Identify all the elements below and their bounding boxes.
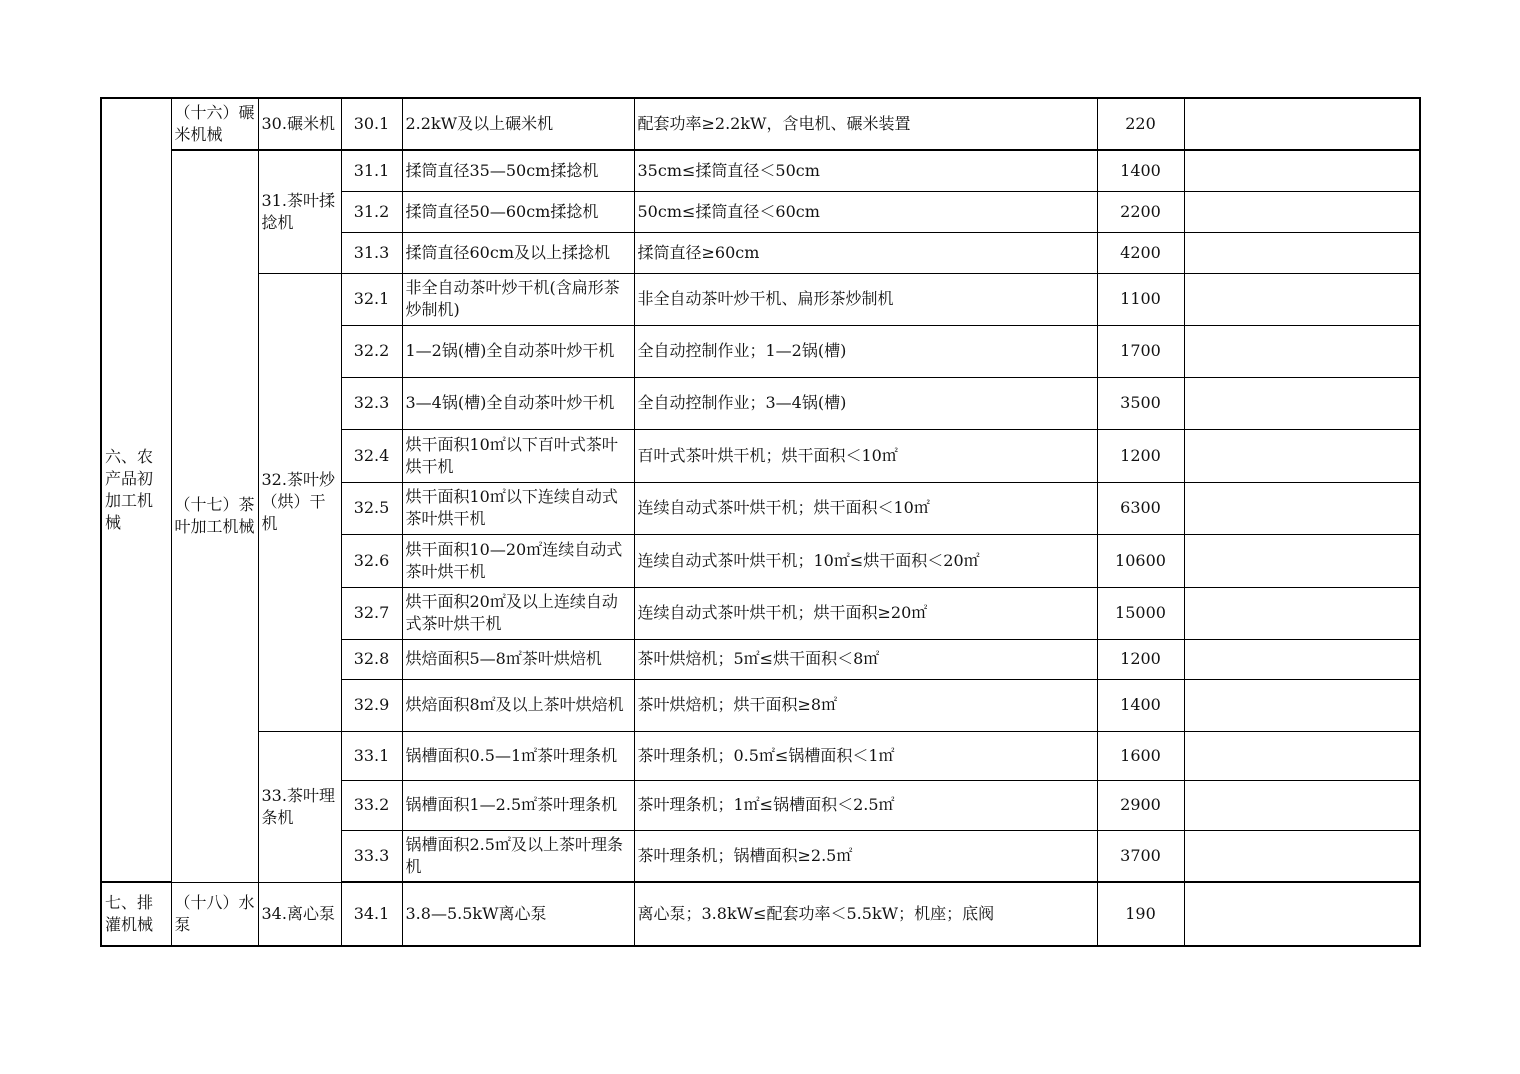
item-cell: 33.茶叶理条机	[258, 731, 341, 882]
amount-cell: 1200	[1097, 639, 1184, 679]
note-cell	[1184, 679, 1420, 731]
code-cell: 31.2	[341, 191, 402, 232]
table-row	[101, 273, 1420, 325]
table-row	[101, 731, 1420, 780]
amount-cell: 4200	[1097, 232, 1184, 273]
table-row	[101, 150, 1420, 191]
code-cell: 33.3	[341, 830, 402, 882]
code-cell: 32.2	[341, 325, 402, 377]
note-cell	[1184, 98, 1420, 150]
description-cell: 连续自动式茶叶烘干机；10㎡≤烘干面积＜20㎡	[634, 534, 1097, 587]
name-cell: 3.8—5.5kW离心泵	[402, 882, 634, 946]
name-cell: 非全自动茶叶炒干机(含扁形茶炒制机)	[402, 273, 634, 325]
amount-cell: 190	[1097, 882, 1184, 946]
code-cell: 32.1	[341, 273, 402, 325]
code-cell: 32.3	[341, 377, 402, 429]
amount-cell: 2200	[1097, 191, 1184, 232]
description-cell: 茶叶理条机；1㎡≤锅槽面积＜2.5㎡	[634, 780, 1097, 830]
name-cell: 3—4锅(槽)全自动茶叶炒干机	[402, 377, 634, 429]
note-cell	[1184, 534, 1420, 587]
description-cell: 35cm≤揉筒直径＜50cm	[634, 150, 1097, 191]
description-cell: 离心泵；3.8kW≤配套功率＜5.5kW；机座；底阀	[634, 882, 1097, 946]
description-cell: 茶叶烘焙机；5㎡≤烘干面积＜8㎡	[634, 639, 1097, 679]
amount-cell: 1600	[1097, 731, 1184, 780]
description-cell: 茶叶烘焙机；烘干面积≥8㎡	[634, 679, 1097, 731]
note-cell	[1184, 639, 1420, 679]
note-cell	[1184, 882, 1420, 946]
item-cell: 30.碾米机	[258, 98, 341, 150]
table-row	[101, 98, 1420, 150]
name-cell: 烘焙面积5—8㎡茶叶烘焙机	[402, 639, 634, 679]
note-cell	[1184, 731, 1420, 780]
description-cell: 连续自动式茶叶烘干机；烘干面积＜10㎡	[634, 482, 1097, 534]
note-cell	[1184, 325, 1420, 377]
name-cell: 揉筒直径60cm及以上揉捻机	[402, 232, 634, 273]
amount-cell: 1400	[1097, 150, 1184, 191]
name-cell: 烘干面积10㎡以下连续自动式茶叶烘干机	[402, 482, 634, 534]
item-cell: 31.茶叶揉捻机	[258, 150, 341, 273]
name-cell: 2.2kW及以上碾米机	[402, 98, 634, 150]
item-cell: 32.茶叶炒（烘）干机	[258, 273, 341, 731]
note-cell	[1184, 150, 1420, 191]
code-cell: 32.6	[341, 534, 402, 587]
amount-cell: 1100	[1097, 273, 1184, 325]
code-cell: 33.1	[341, 731, 402, 780]
description-cell: 茶叶理条机；0.5㎡≤锅槽面积＜1㎡	[634, 731, 1097, 780]
description-cell: 配套功率≥2.2kW，含电机、碾米装置	[634, 98, 1097, 150]
note-cell	[1184, 377, 1420, 429]
subcategory-cell: （十八）水泵	[171, 882, 258, 946]
description-cell: 连续自动式茶叶烘干机；烘干面积≥20㎡	[634, 587, 1097, 639]
name-cell: 锅槽面积2.5㎡及以上茶叶理条机	[402, 830, 634, 882]
amount-cell: 1400	[1097, 679, 1184, 731]
amount-cell: 220	[1097, 98, 1184, 150]
subcategory-cell: （十六）碾米机械	[171, 98, 258, 150]
amount-cell: 15000	[1097, 587, 1184, 639]
amount-cell: 3500	[1097, 377, 1184, 429]
name-cell: 烘干面积10—20㎡连续自动式茶叶烘干机	[402, 534, 634, 587]
item-cell: 34.离心泵	[258, 882, 341, 946]
name-cell: 锅槽面积0.5—1㎡茶叶理条机	[402, 731, 634, 780]
amount-cell: 1200	[1097, 429, 1184, 482]
note-cell	[1184, 429, 1420, 482]
note-cell	[1184, 587, 1420, 639]
name-cell: 烘焙面积8㎡及以上茶叶烘焙机	[402, 679, 634, 731]
code-cell: 30.1	[341, 98, 402, 150]
subsidy-table	[100, 97, 1421, 947]
code-cell: 32.7	[341, 587, 402, 639]
code-cell: 32.5	[341, 482, 402, 534]
subcategory-cell: （十七）茶叶加工机械	[171, 150, 258, 882]
amount-cell: 10600	[1097, 534, 1184, 587]
note-cell	[1184, 482, 1420, 534]
code-cell: 32.4	[341, 429, 402, 482]
name-cell: 烘干面积10㎡以下百叶式茶叶烘干机	[402, 429, 634, 482]
amount-cell: 3700	[1097, 830, 1184, 882]
code-cell: 33.2	[341, 780, 402, 830]
name-cell: 锅槽面积1—2.5㎡茶叶理条机	[402, 780, 634, 830]
note-cell	[1184, 232, 1420, 273]
description-cell: 茶叶理条机；锅槽面积≥2.5㎡	[634, 830, 1097, 882]
name-cell: 揉筒直径50—60cm揉捻机	[402, 191, 634, 232]
code-cell: 31.1	[341, 150, 402, 191]
name-cell: 1—2锅(槽)全自动茶叶炒干机	[402, 325, 634, 377]
table-row	[101, 882, 1420, 946]
name-cell: 揉筒直径35—50cm揉捻机	[402, 150, 634, 191]
description-cell: 全自动控制作业；1—2锅(槽)	[634, 325, 1097, 377]
amount-cell: 1700	[1097, 325, 1184, 377]
description-cell: 揉筒直径≥60cm	[634, 232, 1097, 273]
note-cell	[1184, 830, 1420, 882]
note-cell	[1184, 780, 1420, 830]
amount-cell: 2900	[1097, 780, 1184, 830]
description-cell: 50cm≤揉筒直径＜60cm	[634, 191, 1097, 232]
amount-cell: 6300	[1097, 482, 1184, 534]
description-cell: 全自动控制作业；3—4锅(槽)	[634, 377, 1097, 429]
description-cell: 非全自动茶叶炒干机、扁形茶炒制机	[634, 273, 1097, 325]
category-cell: 六、农产品初加工机械	[101, 98, 171, 882]
code-cell: 31.3	[341, 232, 402, 273]
code-cell: 34.1	[341, 882, 402, 946]
code-cell: 32.8	[341, 639, 402, 679]
code-cell: 32.9	[341, 679, 402, 731]
note-cell	[1184, 273, 1420, 325]
description-cell: 百叶式茶叶烘干机；烘干面积＜10㎡	[634, 429, 1097, 482]
note-cell	[1184, 191, 1420, 232]
name-cell: 烘干面积20㎡及以上连续自动式茶叶烘干机	[402, 587, 634, 639]
category-cell: 七、排灌机械	[101, 882, 171, 946]
